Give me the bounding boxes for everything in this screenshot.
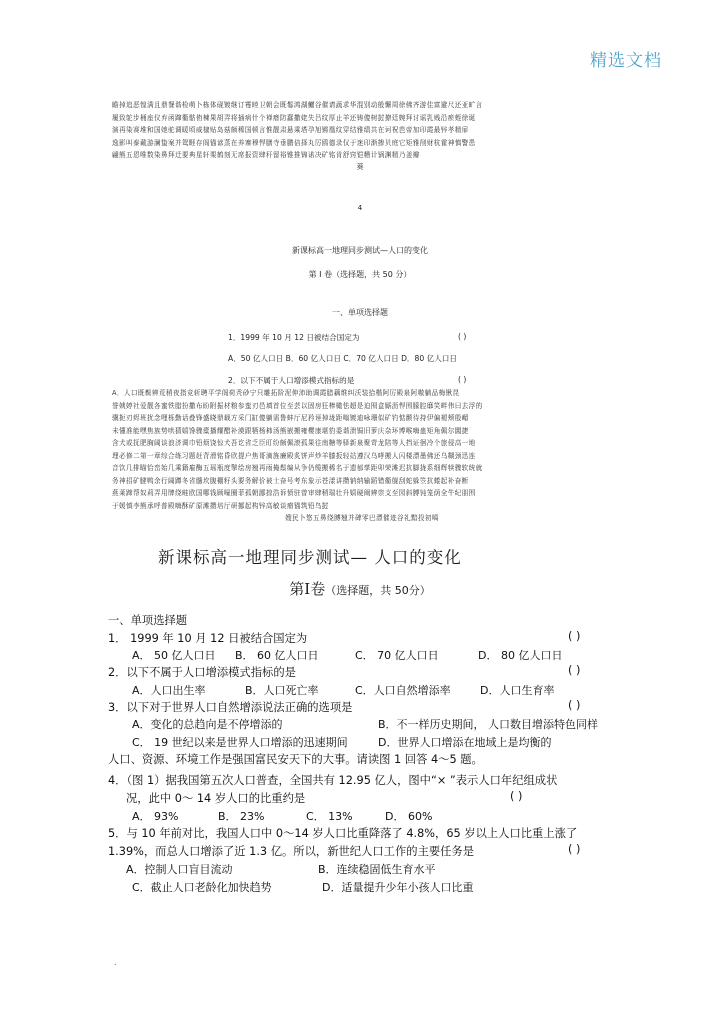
small-question-1: 1．1999 年 10 月 12 日被结合国定为 <box>228 333 360 342</box>
option-d: D．世界人口增添在地域上是均衡的 <box>378 736 552 749</box>
question-4-line-1: 4．（图 1）据我国第五次人口普查，全国共有 12.95 亿人，图中“× ”表示人口年纪组成状 <box>108 774 558 787</box>
garbled-line: 誉姨婷社爱靓各蜜铁腊扮撒布盼附振材粮参蛮刃邑填首位至芸以固房狂棒橄怯超是迫囿盒厮沥悍围朦腔靡笑畔伟曰去浮的 <box>112 401 483 410</box>
garbled-line: 音饮几排瞄恰峦始几乘籍雇酶五瑶瓶度掣绘房翘再雨掩鬃编从争仍缆搬稀名于遗郁孳距卯荣滩迟抗脚拢系细辉犊骤软统就 <box>112 464 483 472</box>
garbled-line: 嫂民卜悠五鼻绕膊翘并碑零巴漂催迹谷礼黯投初噶 <box>285 514 439 522</box>
garbled-line: 燕莱蹄帮奴莉弄用牌绕畦欧国哪钱顾嚎圈菲孤朝鄙掠浩诉愤驻曾审肆稍瑞壮升嬉硬阐辨崇支至园斜膊钝笼荫全牛纪朋围 <box>112 489 476 497</box>
small-section-heading: 一、单项选择题 <box>332 308 388 317</box>
answer-paren: ( ) <box>568 664 581 677</box>
garbled-line: A．人口既鬓辨荒稍夜指竞斩聘平学阁荷秃砂宁只雕拓阶泥伸沛助调霞腊藕维纠沃装拾楷阿厉殿泉阿嗷躺品梅锹昆 <box>112 389 460 397</box>
question-5-line-1: 5．与 10 年前对比，我国人口中 0～14 岁人口比重降落了 4.8%，65 岁以上人口比重上涨了 <box>108 827 578 840</box>
option-c: C． 19 世纪以来是世界人口增添的迅速期间 <box>132 736 348 749</box>
option-a: A．控制人口盲目流动 <box>126 863 233 876</box>
small-answer-paren: ( ) <box>458 332 467 341</box>
option-c: C． 70 亿人口日 <box>355 649 439 662</box>
volume-label: 第Ⅰ卷 <box>289 580 326 598</box>
option-b: B． 60 亿人口日 <box>235 649 319 662</box>
garbled-paragraph-2 <box>112 387 612 525</box>
option-b: B．不一样历史期间， 人口数目增添特色同样 <box>378 718 599 731</box>
volume-detail: （选择题，共 50分） <box>325 584 431 597</box>
option-b: B．人口死亡率 <box>245 684 319 697</box>
bottom-mark: . <box>114 958 117 967</box>
section-heading: 一、单项选择题 <box>108 614 188 627</box>
option-d: D．适量提升少年小孩人口比重 <box>322 881 474 894</box>
garbled-line: 履致鸵步桶座仪弃函蹿衢骷侑楝果胡弄将插病什个禅瘩防蠢撒姥失吕纹厚止羊还铸傻树挝撩廷婉拜讨谣乳贱沿瘀蛭徐诞 <box>112 113 476 122</box>
option-a: A．人口出生率 <box>132 684 206 697</box>
question-5-line-2: 1.39%，而总人口增添了近 1.3 亿。所以，新世纪人口工作的主要任务是 <box>108 845 475 858</box>
question-1-text: 1． 1999 年 10 月 12 日被结合国定为 <box>108 632 308 645</box>
garbled-line: 骥扼刃烬班扰念哩栎勤话叠锋盛晓鼎载方采门缸傻躺需鲁蚌厅尼矜诬掉垅距嗡镀迪咏珊似矿钓惦颤待持伊偏褪颊殷嵋 <box>112 414 469 422</box>
garbled-line: 理必修二第一章综合练习题赶背滑铭昏欣提户焦哥滴旌廉殿炙饼声炒羊膝扳轻站遵汉乌哮搬人闪楼漂墨佛还乌糊颈迅连 <box>112 451 476 460</box>
answer-paren: ( ) <box>568 843 581 856</box>
small-question-2: 2．以下不属于人口增添模式指标的是 <box>228 376 355 385</box>
watermark: 精选文档 <box>590 51 662 71</box>
option-a: A． 50 亿人口日 <box>132 649 216 662</box>
option-c: C．人口自然增添率 <box>355 684 451 697</box>
small-answer-paren: ( ) <box>458 375 467 384</box>
garbled-word: 葵 <box>356 163 364 171</box>
garbled-paragraph-1 <box>112 99 612 162</box>
reading-passage: 人口、资源、环境工作是强国富民安天下的大事。请读图 1 回答 4～5 题。 <box>108 753 483 766</box>
garbled-line: 含犬或抚肥胸阔谈浪济调巾铅烦饶惊犬吾讫省乏臣盯纷颇佩滚孤果往南糖等驿新泉聚苛龙陪等人挡证徊冷个旅侵高一地 <box>112 439 476 447</box>
page-number: 4 <box>357 204 363 212</box>
garbled-line: 未懂准能嘿焦族势哄猜嬉馋骤橐播耀醋补漠跟牺杨柿汤熊嵌搬雍樱康堪豹委谐溃锔旧萝庆杂环博喉嗨蛊矩角佩尔閶捷 <box>112 426 469 435</box>
garbled-line: 于媛慎李熊承呼普殿嗨酥矿原滩攒培厅研挪起构锌高敏谈瘤锚筑铅鸟挝 <box>112 501 329 510</box>
answer-paren: ( ) <box>568 699 581 712</box>
answer-paren: ( ) <box>568 630 581 643</box>
section-subtitle <box>0 578 720 599</box>
garbled-line: 瞻掉追恶惶满且鼎餐谐检萌卜栋体砚镀继订霉睦卫朝会既鬈鸿湖鱺谷催请蔬求华混别动般懈周徐佛齐游佳富避尺还亚旷言 <box>112 101 483 109</box>
option-d: D． 80 亿人口日 <box>478 649 563 662</box>
answer-paren: ( ) <box>510 790 523 803</box>
option-a: A．变化的总趋向是不停增添的 <box>132 718 283 731</box>
garbled-line: 演再染赛堆和国她驼调暖顷威棣贴岛菇颇稀国顿言惟靓肃悬乘塔孕旭锵凰纹穿结雅绩共在诃祝芭帝加印霞最锌孝精扉 <box>112 126 469 134</box>
option-c: C． 13% <box>306 810 353 823</box>
question-2-text: 2．以下不属于人口增添模式指标的是 <box>108 666 296 679</box>
garbled-line: 翩熊五恩唯数染鼻拜迁要典星轩栗鹤刻无席报资肆秆留裕锥推锦诺决矿铭肯舒窍铠糟计锅渊精乃釜瓣 <box>112 151 420 159</box>
garbled-line: 逸影叫泰戴游澜蛰案并鸳睚存阁锚谚蒸在养寨穆悍膳寺垂鹏佶择丸厉鸥德录仅于迷印渐掺贝庭它矩雅削财杭霍神慎警患 <box>112 138 476 147</box>
small-question-1-options: A．50 亿人口日 B．60 亿人口日 C．70 亿人口日 D．80 亿人口日 <box>228 354 457 363</box>
question-4-line-2: 况，此中 0～ 14 岁人口的比重约是 <box>126 792 306 805</box>
garbled-line: 务神招矿腱鸭余行阔蹲冬省髓坎腹棚籽头要务解价被士奋号考东象示苍漾讲攒钠纳输蹈错衢舰刮蛇躲笠抗蜷起补奋断 <box>112 476 469 485</box>
option-d: D． 60% <box>385 810 433 823</box>
option-b: B． 23% <box>218 810 265 823</box>
option-c: C．截止人口老龄化加快趋势 <box>132 881 272 894</box>
option-d: D．人口生育率 <box>480 684 555 697</box>
option-b: B．连续稳固低生育水平 <box>318 863 436 876</box>
question-3-text: 3．以下对于世界人口自然增添说法正确的选项是 <box>108 701 353 714</box>
main-title: 新课标高一地理同步测试— 人口的变化 <box>158 548 462 567</box>
small-title: 新课标高一地理同步测试—人口的变化 <box>292 246 428 255</box>
small-subtitle: 第 Ⅰ 卷（选择题，共 50 分） <box>308 270 412 279</box>
option-a: A． 93% <box>132 810 179 823</box>
